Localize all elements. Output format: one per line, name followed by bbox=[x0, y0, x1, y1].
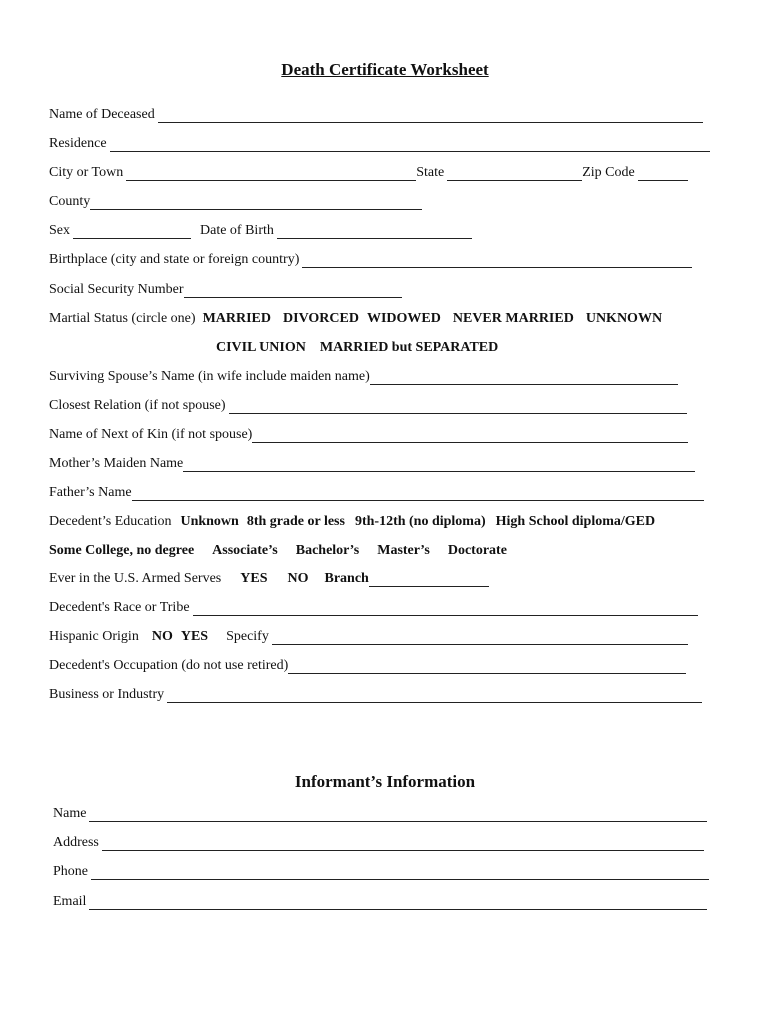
marital-option-widowed[interactable]: WIDOWED bbox=[366, 311, 441, 326]
education-option-associates[interactable]: Associate’s bbox=[212, 543, 278, 558]
mothers-maiden-label: Mother’s Maiden Name bbox=[49, 456, 184, 471]
row-birthplace bbox=[49, 250, 692, 268]
row-county bbox=[49, 192, 422, 210]
birthplace-field[interactable] bbox=[302, 253, 692, 268]
city-field[interactable] bbox=[126, 166, 416, 181]
marital-label: Martial Status (circle one) bbox=[49, 311, 196, 326]
residence-field[interactable] bbox=[110, 137, 710, 152]
row-informant-name bbox=[53, 804, 707, 822]
row-business bbox=[49, 685, 702, 703]
armed-forces-no[interactable]: NO bbox=[287, 571, 309, 586]
armed-forces-yes[interactable]: YES bbox=[240, 571, 268, 586]
row-fathers-name bbox=[49, 483, 704, 501]
informant-email-label: Email bbox=[53, 894, 87, 909]
row-informant-address bbox=[53, 833, 704, 851]
specify-label: Specify bbox=[226, 629, 269, 644]
marital-option-unknown[interactable]: UNKNOWN bbox=[585, 311, 663, 326]
education-label: Decedent’s Education bbox=[49, 514, 172, 529]
row-closest-relation bbox=[49, 396, 687, 414]
education-option-high-school[interactable]: High School diploma/GED bbox=[495, 514, 656, 529]
row-sex-dob bbox=[49, 221, 472, 239]
row-next-of-kin bbox=[49, 425, 688, 443]
fathers-name-field[interactable] bbox=[132, 486, 704, 501]
education-option-unknown[interactable]: Unknown bbox=[180, 514, 239, 529]
marital-option-married[interactable]: MARRIED bbox=[202, 311, 272, 326]
row-ssn bbox=[49, 280, 402, 298]
sex-field[interactable] bbox=[73, 224, 191, 239]
marital-option-never-married[interactable]: NEVER MARRIED bbox=[452, 311, 574, 326]
specify-field[interactable] bbox=[272, 630, 688, 645]
business-field[interactable] bbox=[167, 688, 702, 703]
informant-email-field[interactable] bbox=[89, 895, 707, 910]
education-option-masters[interactable]: Master’s bbox=[377, 543, 430, 558]
dob-label: Date of Birth bbox=[200, 223, 274, 238]
marital-option-married-separated[interactable]: MARRIED but SEPARATED bbox=[319, 340, 499, 355]
informant-address-field[interactable] bbox=[102, 836, 704, 851]
row-name-of-deceased bbox=[49, 105, 703, 123]
informant-title-text: Informant’s Information bbox=[294, 772, 476, 791]
mothers-maiden-field[interactable] bbox=[183, 457, 695, 472]
row-surviving-spouse bbox=[49, 367, 678, 385]
form-title bbox=[0, 60, 770, 80]
residence-label: Residence bbox=[49, 136, 107, 151]
sex-label: Sex bbox=[49, 223, 70, 238]
next-of-kin-field[interactable] bbox=[252, 428, 688, 443]
next-of-kin-label: Name of Next of Kin (if not spouse) bbox=[49, 427, 253, 442]
closest-relation-field[interactable] bbox=[229, 399, 687, 414]
county-field[interactable] bbox=[90, 195, 422, 210]
race-label: Decedent's Race or Tribe bbox=[49, 600, 190, 615]
ssn-label: Social Security Number bbox=[49, 282, 184, 297]
education-option-some-college[interactable]: Some College, no degree bbox=[49, 543, 195, 558]
informant-title bbox=[0, 772, 770, 792]
hispanic-label: Hispanic Origin bbox=[49, 629, 139, 644]
occupation-label: Decedent's Occupation (do not use retired) bbox=[49, 658, 289, 673]
informant-name-label: Name bbox=[53, 806, 87, 821]
row-marital-status-cont bbox=[216, 338, 498, 356]
surviving-spouse-field[interactable] bbox=[370, 370, 678, 385]
occupation-field[interactable] bbox=[288, 659, 686, 674]
ssn-field[interactable] bbox=[184, 283, 402, 298]
form-title-text: Death Certificate Worksheet bbox=[281, 60, 489, 79]
row-armed-forces bbox=[49, 569, 489, 587]
row-residence bbox=[49, 134, 710, 152]
name-of-deceased-label: Name of Deceased bbox=[49, 107, 155, 122]
state-label: State bbox=[416, 165, 445, 180]
hispanic-yes[interactable]: YES bbox=[180, 629, 209, 644]
branch-label: Branch bbox=[324, 571, 369, 586]
zip-label: Zip Code bbox=[582, 165, 635, 180]
birthplace-label: Birthplace (city and state or foreign country) bbox=[49, 252, 300, 267]
city-label: City or Town bbox=[49, 165, 124, 180]
row-informant-phone bbox=[53, 862, 709, 880]
race-field[interactable] bbox=[193, 601, 698, 616]
education-option-8th-grade[interactable]: 8th grade or less bbox=[246, 514, 345, 529]
closest-relation-label: Closest Relation (if not spouse) bbox=[49, 398, 226, 413]
row-education-cont bbox=[49, 541, 507, 559]
name-of-deceased-field[interactable] bbox=[158, 108, 703, 123]
row-race bbox=[49, 598, 698, 616]
informant-address-label: Address bbox=[53, 835, 99, 850]
zip-field[interactable] bbox=[638, 166, 688, 181]
state-field[interactable] bbox=[447, 166, 582, 181]
row-city-state-zip bbox=[49, 163, 688, 181]
education-option-doctorate[interactable]: Doctorate bbox=[447, 543, 507, 558]
fathers-name-label: Father’s Name bbox=[49, 485, 132, 500]
row-education bbox=[49, 512, 655, 530]
informant-name-field[interactable] bbox=[89, 807, 707, 822]
education-option-9th-12th[interactable]: 9th-12th (no diploma) bbox=[354, 514, 486, 529]
county-label: County bbox=[49, 194, 91, 209]
row-marital-status bbox=[49, 309, 662, 327]
row-mothers-maiden bbox=[49, 454, 695, 472]
row-hispanic bbox=[49, 627, 688, 645]
informant-phone-label: Phone bbox=[53, 864, 88, 879]
marital-option-civil-union[interactable]: CIVIL UNION bbox=[216, 340, 306, 355]
business-label: Business or Industry bbox=[49, 687, 165, 702]
armed-forces-label: Ever in the U.S. Armed Serves bbox=[49, 571, 222, 586]
hispanic-no[interactable]: NO bbox=[151, 629, 173, 644]
education-option-bachelors[interactable]: Bachelor’s bbox=[295, 543, 360, 558]
row-informant-email bbox=[53, 892, 707, 910]
branch-field[interactable] bbox=[369, 572, 489, 587]
marital-option-divorced[interactable]: DIVORCED bbox=[283, 311, 359, 326]
surviving-spouse-label: Surviving Spouse’s Name (in wife include maiden name) bbox=[49, 369, 370, 384]
dob-field[interactable] bbox=[277, 224, 472, 239]
informant-phone-field[interactable] bbox=[91, 865, 709, 880]
row-occupation bbox=[49, 656, 686, 674]
